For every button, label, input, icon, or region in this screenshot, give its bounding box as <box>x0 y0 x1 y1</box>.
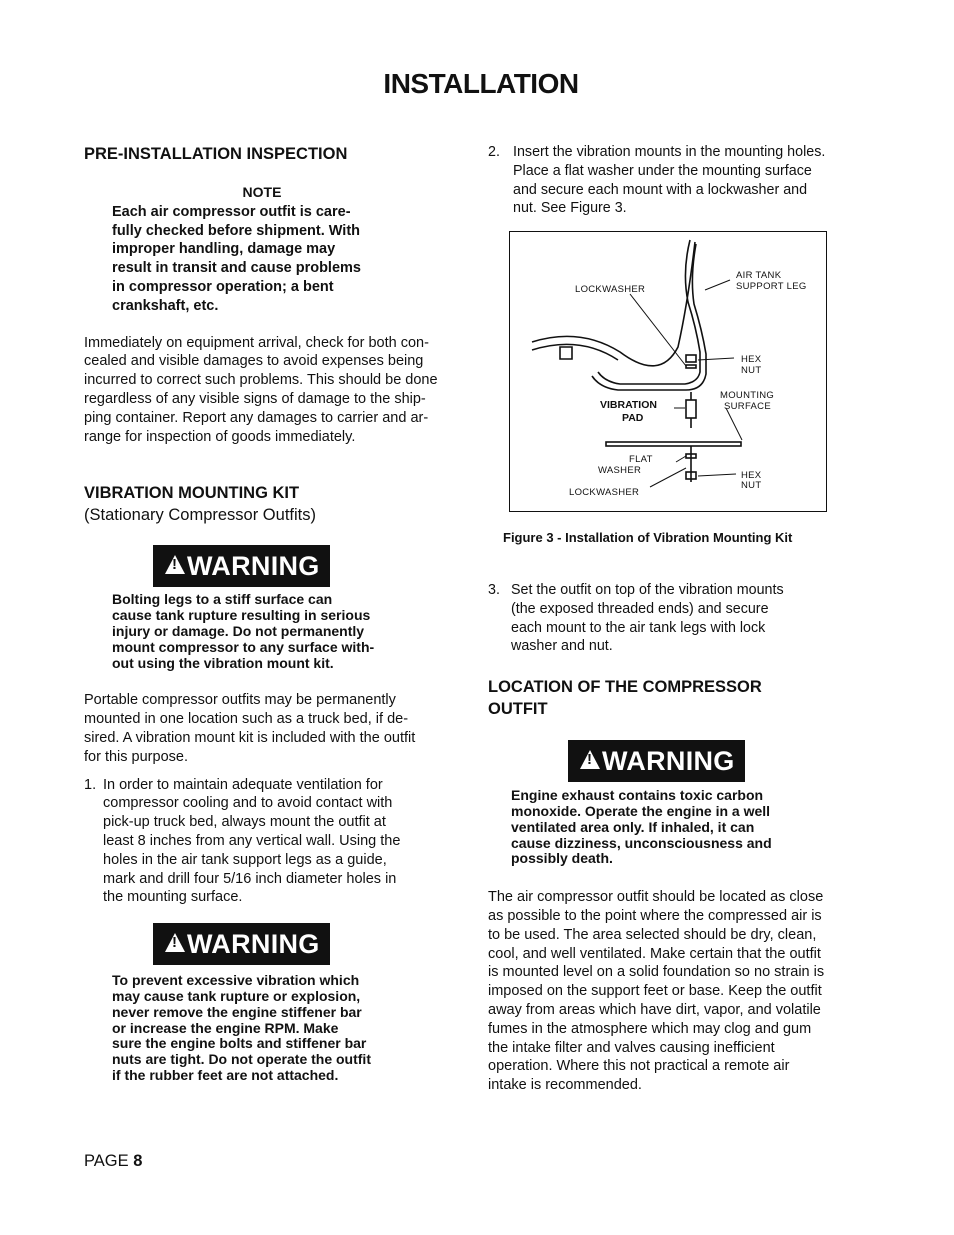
list-number: 1. <box>84 776 97 793</box>
warning-banner-3 <box>568 740 844 782</box>
label-support-leg: SUPPORT LEG <box>736 281 807 293</box>
label-lockwasher-top: LOCKWASHER <box>575 284 646 296</box>
warning-banner-1 <box>153 545 440 587</box>
label-hex-2: HEX <box>741 470 762 482</box>
location-heading-line: LOCATION OF THE COMPRESSOR <box>488 678 762 697</box>
text-line: ping container. Report any damages to carrier and ar- <box>84 409 429 426</box>
label-vibration: VIBRATION <box>600 399 657 412</box>
label-air-tank: AIR TANK <box>736 270 782 282</box>
text-line: imposed on the support feet or base. Keep the outfit <box>488 983 822 1000</box>
warning-text-2 <box>112 973 404 1084</box>
warning-label: WARNING <box>187 929 320 960</box>
text-line: fumes in the atmosphere which may clog and gum <box>488 1020 812 1037</box>
text-line: range for inspection of goods immediately. <box>84 428 356 445</box>
warning-line: Bolting legs to a stiff surface can <box>112 591 333 608</box>
inspection-paragraph <box>84 334 440 447</box>
vibration-mount-illustration <box>510 232 826 511</box>
warning-box <box>153 545 330 587</box>
note-line: Each air compressor outfit is care- <box>112 203 351 220</box>
text-line: regardless of any visible signs of damage to the ship- <box>84 390 426 407</box>
location-heading-line: OUTFIT <box>488 700 548 719</box>
tank-outline <box>532 242 695 366</box>
text-line: away from areas which have dirt, vapor, and volatile <box>488 1001 821 1018</box>
list-item-3 <box>488 581 844 656</box>
warning-label: WARNING <box>602 746 735 777</box>
label-surface: SURFACE <box>724 401 771 413</box>
pre-installation-heading: PRE-INSTALLATION INSPECTION <box>84 145 348 163</box>
warning-box <box>153 923 330 965</box>
list-number: 3. <box>488 581 500 598</box>
warning-line: ventilated area only. If inhaled, it can <box>511 818 755 835</box>
footer-label: PAGE <box>84 1152 129 1170</box>
text-line: The air compressor outfit should be located as close <box>488 889 824 906</box>
text-line: each mount to the air tank legs with lock <box>511 619 766 636</box>
location-paragraph <box>488 888 844 1095</box>
warning-triangle-icon <box>165 555 185 574</box>
text-line: intake is recommended. <box>488 1077 642 1094</box>
text-line: nut. See Figure 3. <box>513 200 627 217</box>
note-line: result in transit and cause problems <box>112 260 361 277</box>
label-lockwasher-bottom: LOCKWASHER <box>569 487 640 499</box>
note-title: NOTE <box>242 184 282 200</box>
text-line: as possible to the point where the compressed air is <box>488 907 822 924</box>
text-line: mark and drill four 5/16 inch diameter holes in <box>103 870 397 887</box>
text-line: cool, and well ventilated. Make certain that the outfit <box>488 945 821 962</box>
text-line: sired. A vibration mount kit is included with the outfit <box>84 729 416 746</box>
vibration-heading: VIBRATION MOUNTING KIT <box>84 484 300 503</box>
warning-line: injury or damage. Do not permanently <box>112 622 365 639</box>
figure-3-diagram <box>509 231 827 512</box>
text-line: compressor cooling and to avoid contact with <box>103 795 393 812</box>
warning-line: out using the vibration mount kit. <box>112 654 334 671</box>
text-line: washer and nut. <box>511 638 613 655</box>
text-line: pick-up truck bed, always mount the outfit at <box>103 814 386 831</box>
label-washer: WASHER <box>598 465 642 477</box>
page-number: 8 <box>133 1152 143 1170</box>
text-line: is mounted level on a solid foundation so no strain is <box>488 964 825 981</box>
warning-line: possibly death. <box>511 850 613 867</box>
warning-text-3 <box>511 788 811 867</box>
warning-line: Engine exhaust contains toxic carbon <box>511 787 764 804</box>
text-line: incurred to correct such problems. This should be done <box>84 372 438 389</box>
text-line: In order to maintain adequate ventilation for <box>103 776 383 793</box>
warning-triangle-icon <box>580 750 600 769</box>
list-item-2 <box>488 143 844 218</box>
vibration-subheading: (Stationary Compressor Outfits) <box>84 506 316 525</box>
location-heading <box>488 676 844 720</box>
text-line: for this purpose. <box>84 748 188 765</box>
text-line: cealed and visible damages to avoid expenses being <box>84 353 424 370</box>
note-line: fully checked before shipment. With <box>112 222 361 239</box>
text-line: the mounting surface. <box>103 889 243 906</box>
list-number: 2. <box>488 144 500 160</box>
label-nut: NUT <box>741 365 762 377</box>
warning-line: may cause tank rupture or explosion, <box>112 987 361 1004</box>
warning-line: To prevent excessive vibration which <box>112 972 360 989</box>
text-line: Insert the vibration mounts in the mounting holes. <box>513 144 826 160</box>
text-line: (the exposed threaded ends) and secure <box>511 600 769 617</box>
warning-line: cause dizziness, unconsciousness and <box>511 834 772 851</box>
left-column <box>84 143 440 1084</box>
label-flat: FLAT <box>629 454 653 466</box>
warning-box <box>568 740 745 782</box>
figure-caption: Figure 3 - Installation of Vibration Mounting Kit <box>503 530 793 546</box>
page-footer <box>84 1152 142 1171</box>
note-line: crankshaft, etc. <box>112 297 219 314</box>
warning-line: monoxide. Operate the engine in a well <box>511 802 771 819</box>
note-line: in compressor operation; a bent <box>112 278 334 295</box>
label-nut-2: NUT <box>741 480 762 492</box>
warning-label: WARNING <box>187 551 320 582</box>
warning-banner-2 <box>153 923 440 965</box>
label-hex: HEX <box>741 354 762 366</box>
label-pad: PAD <box>622 412 644 425</box>
portable-paragraph <box>84 691 440 766</box>
text-line: Portable compressor outfits may be permanently <box>84 692 396 709</box>
warning-line: nuts are tight. Do not operate the outfit <box>112 1051 371 1068</box>
warning-line: cause tank rupture resulting in serious <box>112 607 371 624</box>
text-line: mounted in one location such as a truck bed, if de- <box>84 711 409 728</box>
note-text <box>112 203 387 316</box>
text-line: to be used. The area selected should be dry, clean, <box>488 926 817 943</box>
text-line: operation. Where this not practical a remote air <box>488 1058 790 1075</box>
right-column <box>488 143 844 1095</box>
text-line: the intake filter and valves causing inefficient <box>488 1039 775 1056</box>
warning-line: sure the engine bolts and stiffener bar <box>112 1035 367 1052</box>
text-line: Place a flat washer under the mounting surface <box>513 162 812 179</box>
warning-text-1 <box>112 592 388 671</box>
text-line: least 8 inches from any vertical wall. Using the <box>103 832 401 849</box>
text-line: holes in the air tank support legs as a guide, <box>103 851 387 868</box>
text-line: and secure each mount with a lockwasher and <box>513 181 808 198</box>
label-mounting: MOUNTING <box>720 390 775 402</box>
warning-line: mount compressor to any surface with- <box>112 638 375 655</box>
note-line: improper handling, damage may <box>112 241 336 258</box>
warning-triangle-icon <box>165 933 185 952</box>
warning-line: never remove the engine stiffener bar <box>112 1003 362 1020</box>
warning-line: or increase the engine RPM. Make <box>112 1019 339 1036</box>
page-title: INSTALLATION <box>383 68 579 99</box>
warning-line: if the rubber feet are not attached. <box>112 1066 339 1083</box>
text-line: Set the outfit on top of the vibration mounts <box>511 581 784 598</box>
list-item-1 <box>84 776 440 908</box>
text-line: Immediately on equipment arrival, check for both con- <box>84 334 429 351</box>
